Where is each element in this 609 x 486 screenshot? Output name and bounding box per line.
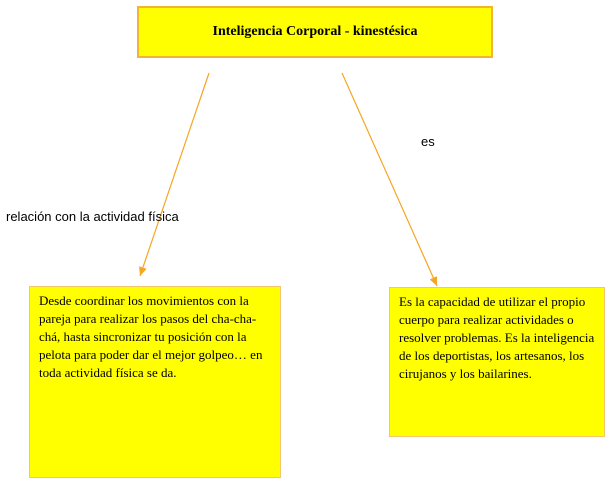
examples-box bbox=[29, 286, 281, 478]
link-label-relacion: relación con la actividad física bbox=[6, 209, 179, 224]
examples-text: Desde coordinar los movimientos con la pareja para realizar los pasos del cha-cha-chá, hasta sincronizar tu posición con la pelota para poder dar el mejor golpeo… en toda actividad física se da. bbox=[39, 293, 263, 380]
link-label-es: es bbox=[421, 134, 435, 149]
definition-box bbox=[389, 287, 605, 437]
central-concept-title: Inteligencia Corporal - kinestésica bbox=[212, 24, 418, 39]
definition-text: Es la capacidad de utilizar el propio cuerpo para realizar actividades o resolver problemas. Es la inteligencia de los deportistas, los artesanos, los cirujanos y los bailarines. bbox=[399, 294, 595, 381]
connector-arrow-left bbox=[140, 73, 209, 276]
connector-arrow-right bbox=[342, 73, 437, 286]
central-concept-box bbox=[137, 6, 493, 58]
